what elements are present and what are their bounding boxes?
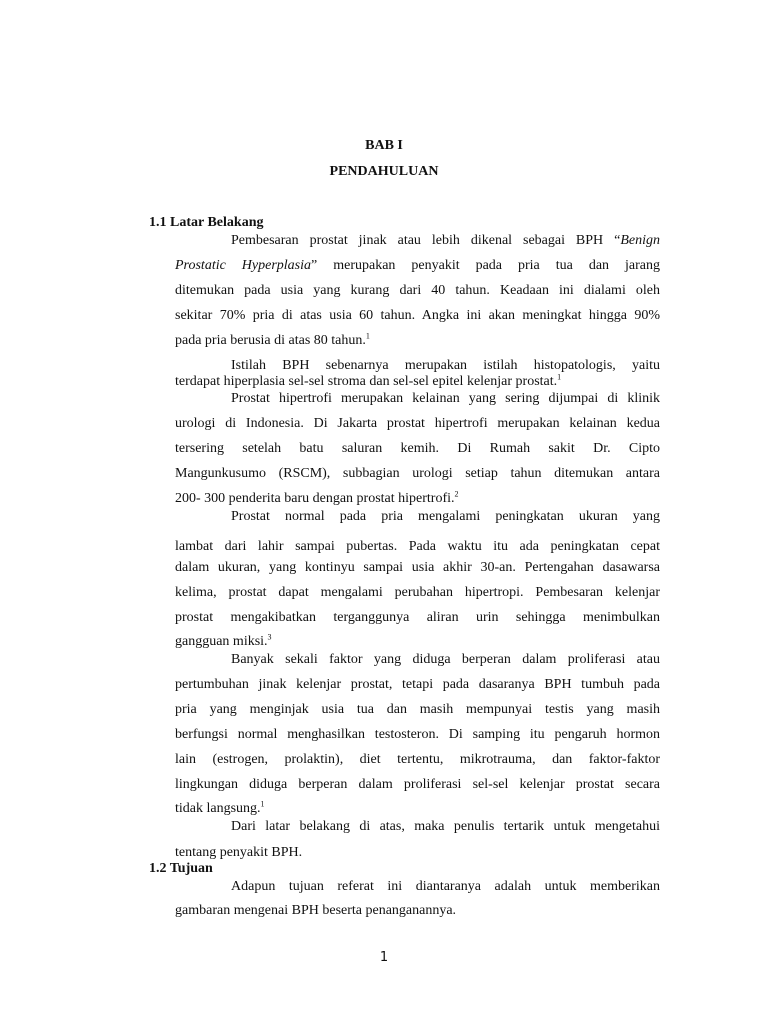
paragraph-line: Prostatic Hyperplasia” merupakan penyakit pada pria tua dan jarang — [175, 258, 660, 273]
paragraph-line: gambaran mengenai BPH beserta penanganannya. — [175, 903, 457, 918]
page-number: 1 — [379, 950, 389, 965]
footnote-ref: 2 — [454, 489, 459, 499]
footnote-ref: 1 — [260, 799, 265, 809]
paragraph-line: Banyak sekali faktor yang diduga berperan dalam proliferasi atau — [231, 652, 660, 667]
paragraph-line: tersering setelah batu saluran kemih. Di Rumah sakit Dr. Cipto — [175, 441, 660, 456]
paragraph-line: urologi di Indonesia. Di Jakarta prostat hipertrofi merupakan kelainan kedua — [175, 416, 660, 431]
paragraph-line: Istilah BPH sebenarnya merupakan istilah histopatologis, yaitu — [231, 358, 660, 373]
paragraph-line: lambat dari lahir sampai pubertas. Pada waktu itu ada peningkatan cepat — [175, 539, 660, 554]
paragraph-line: sekitar 70% pria di atas usia 60 tahun. Angka ini akan meningkat hingga 90% — [175, 308, 660, 323]
paragraph-line: Mangunkusumo (RSCM), subbagian urologi setiap tahun ditemukan antara — [175, 466, 660, 481]
paragraph-line: ditemukan pada usia yang kurang dari 40 tahun. Keadaan ini dialami oleh — [175, 283, 660, 298]
paragraph-line: Prostat normal pada pria mengalami peningkatan ukuran yang — [231, 509, 660, 524]
paragraph-line: Adapun tujuan referat ini diantaranya adalah untuk memberikan — [231, 879, 660, 894]
paragraph-line: berfungsi normal menghasilkan testosteron. Di samping itu pengaruh hormon — [175, 727, 660, 742]
chapter-number: BAB I — [365, 138, 403, 153]
paragraph-line: terdapat hiperplasia sel-sel stroma dan sel-sel epitel kelenjar prostat.$^1$ — [175, 372, 562, 389]
paragraph-line: pada pria berusia di atas 80 tahun.$^1$ — [175, 331, 370, 348]
footnote-ref: 1 — [365, 331, 370, 341]
paragraph-line: gangguan miksi.$^3$ — [175, 632, 272, 649]
paragraph-line: pria yang menginjak usia tua dan masih mempunyai testis yang masih — [175, 702, 660, 717]
footnote-ref: 1 — [557, 372, 562, 382]
footnote-ref: 3 — [267, 632, 272, 642]
paragraph-line: Dari latar belakang di atas, maka penulis tertarik untuk mengetahui — [231, 819, 660, 834]
paragraph-line: lingkungan diduga berperan dalam proliferasi sel-sel kelenjar prostat secara — [175, 777, 660, 792]
section-heading-latar-belakang: 1.1 Latar Belakang — [149, 215, 264, 230]
paragraph-line: pertumbuhan jinak kelenjar prostat, tetapi pada dasaranya BPH tumbuh pada — [175, 677, 660, 692]
paragraph-line: dalam ukuran, yang kontinyu sampai usia akhir 30-an. Pertengahan dasawarsa — [175, 560, 660, 575]
section-heading-tujuan: 1.2 Tujuan — [149, 861, 213, 876]
paragraph-line: Pembesaran prostat jinak atau lebih dikenal sebagai BPH “Benign — [231, 233, 660, 248]
paragraph-line: kelima, prostat dapat mengalami perubahan hipertropi. Pembesaran kelenjar — [175, 585, 660, 600]
paragraph-line: lain (estrogen, prolaktin), diet tertentu, mikrotrauma, dan faktor-faktor — [175, 752, 660, 767]
chapter-title: PENDAHULUAN — [329, 164, 439, 179]
paragraph-line: Prostat hipertrofi merupakan kelainan yang sering dijumpai di klinik — [231, 391, 660, 406]
paragraph-line: prostat mengakibatkan terganggunya aliran urin sehingga menimbulkan — [175, 610, 660, 625]
paragraph-line: tidak langsung.$^1$ — [175, 799, 265, 816]
paragraph-line: tentang penyakit BPH. — [175, 845, 303, 860]
paragraph-line: 200- 300 penderita baru dengan prostat hipertrofi.$^2$ — [175, 489, 459, 506]
